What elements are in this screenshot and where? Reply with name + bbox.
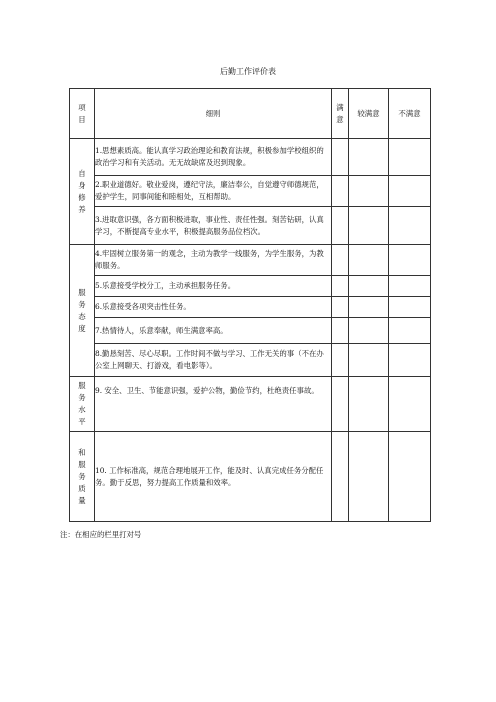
- table-row: [70, 344, 431, 377]
- header-unsatisfied: 不满意: [389, 89, 431, 139]
- satisfied-checkbox[interactable]: [332, 432, 349, 522]
- table-row: [70, 139, 431, 176]
- form-title: 后勤工作评价表: [220, 67, 276, 76]
- category-self-cultivation: 自 身 修 养: [70, 139, 95, 245]
- satisfied-checkbox[interactable]: [332, 318, 349, 344]
- criterion-2: 2.职业道德好。敬业爱岗，遵纪守法，廉洁奉公，自觉遵守师德规范，爱护学生，同事间能和睦相处，互相帮助。: [95, 176, 332, 207]
- table-row: [70, 318, 431, 344]
- unsatisfied-checkbox[interactable]: [389, 207, 431, 245]
- satisfied-checkbox[interactable]: [332, 245, 349, 276]
- satisfied-checkbox[interactable]: [332, 139, 349, 176]
- fairly-satisfied-checkbox[interactable]: [349, 276, 389, 297]
- table-row: [70, 297, 431, 318]
- unsatisfied-checkbox[interactable]: [389, 377, 431, 432]
- table-row: [70, 432, 431, 522]
- criterion-3: 3.进取意识强，各方面积极进取，事业性、责任性强。刻苦钻研，认真学习，不断提高专业水平，积极提高服务品位档次。: [95, 207, 332, 245]
- header-row: [70, 89, 431, 139]
- criterion-10: 10. 工作标准高，规范合理地展开工作，能及时、认真完成任务分配任务。勤于反思，努力提高工作质量和效率。: [95, 432, 332, 522]
- criterion-4: 4.牢固树立服务第一的观念，主动为教学一线服务，为学生服务，为教师服务。: [95, 245, 332, 276]
- unsatisfied-checkbox[interactable]: [389, 139, 431, 176]
- header-satisfied: 满 意: [332, 89, 349, 139]
- unsatisfied-checkbox[interactable]: [389, 297, 431, 318]
- evaluation-table: [69, 88, 431, 522]
- satisfied-checkbox[interactable]: [332, 276, 349, 297]
- criterion-9: 9. 安全、卫生、节能意识强，爱护公物，勤俭节约，杜绝责任事故。: [95, 377, 332, 432]
- criterion-8: 8.勤恳刻苦、尽心尽职。工作时间不做与学习、工作无关的事（不在办公室上网聊天、打游戏，看电影等）。: [95, 344, 332, 377]
- table-row: [70, 207, 431, 245]
- criterion-6: 6.乐意接受各项突击性任务。: [95, 297, 332, 318]
- category-service-quality: 和 服 务 质 量: [70, 432, 95, 522]
- table-row: [70, 276, 431, 297]
- table-row: [70, 377, 431, 432]
- fairly-satisfied-checkbox[interactable]: [349, 245, 389, 276]
- criterion-7: 7.热情待人，乐意奉献，师生满意率高。: [95, 318, 332, 344]
- criterion-5: 5.乐意接受学校分工，主动承担服务任务。: [95, 276, 332, 297]
- unsatisfied-checkbox[interactable]: [389, 276, 431, 297]
- unsatisfied-checkbox[interactable]: [389, 344, 431, 377]
- satisfied-checkbox[interactable]: [332, 176, 349, 207]
- fairly-satisfied-checkbox[interactable]: [349, 432, 389, 522]
- header-fairly-satisfied: 较满意: [349, 89, 389, 139]
- fairly-satisfied-checkbox[interactable]: [349, 176, 389, 207]
- fairly-satisfied-checkbox[interactable]: [349, 344, 389, 377]
- criterion-1: 1.思想素质高。能认真学习政治理论和教育法规，积极参加学校组织的政治学习和有关活动。无无故缺席及迟到现象。: [95, 139, 332, 176]
- header-detail: 细则: [95, 89, 332, 139]
- fairly-satisfied-checkbox[interactable]: [349, 207, 389, 245]
- fairly-satisfied-checkbox[interactable]: [349, 377, 389, 432]
- unsatisfied-checkbox[interactable]: [389, 432, 431, 522]
- satisfied-checkbox[interactable]: [332, 344, 349, 377]
- header-item: 项 目: [70, 89, 95, 139]
- fairly-satisfied-checkbox[interactable]: [349, 139, 389, 176]
- category-service-level: 服 务 水 平: [70, 377, 95, 432]
- satisfied-checkbox[interactable]: [332, 377, 349, 432]
- unsatisfied-checkbox[interactable]: [389, 176, 431, 207]
- satisfied-checkbox[interactable]: [332, 207, 349, 245]
- unsatisfied-checkbox[interactable]: [389, 245, 431, 276]
- table-row: [70, 176, 431, 207]
- unsatisfied-checkbox[interactable]: [389, 318, 431, 344]
- fairly-satisfied-checkbox[interactable]: [349, 318, 389, 344]
- satisfied-checkbox[interactable]: [332, 297, 349, 318]
- fairly-satisfied-checkbox[interactable]: [349, 297, 389, 318]
- table-row: [70, 245, 431, 276]
- footnote: 注：在相应的栏里打对号: [60, 530, 142, 539]
- category-service-attitude: 服 务 态 度: [70, 245, 95, 377]
